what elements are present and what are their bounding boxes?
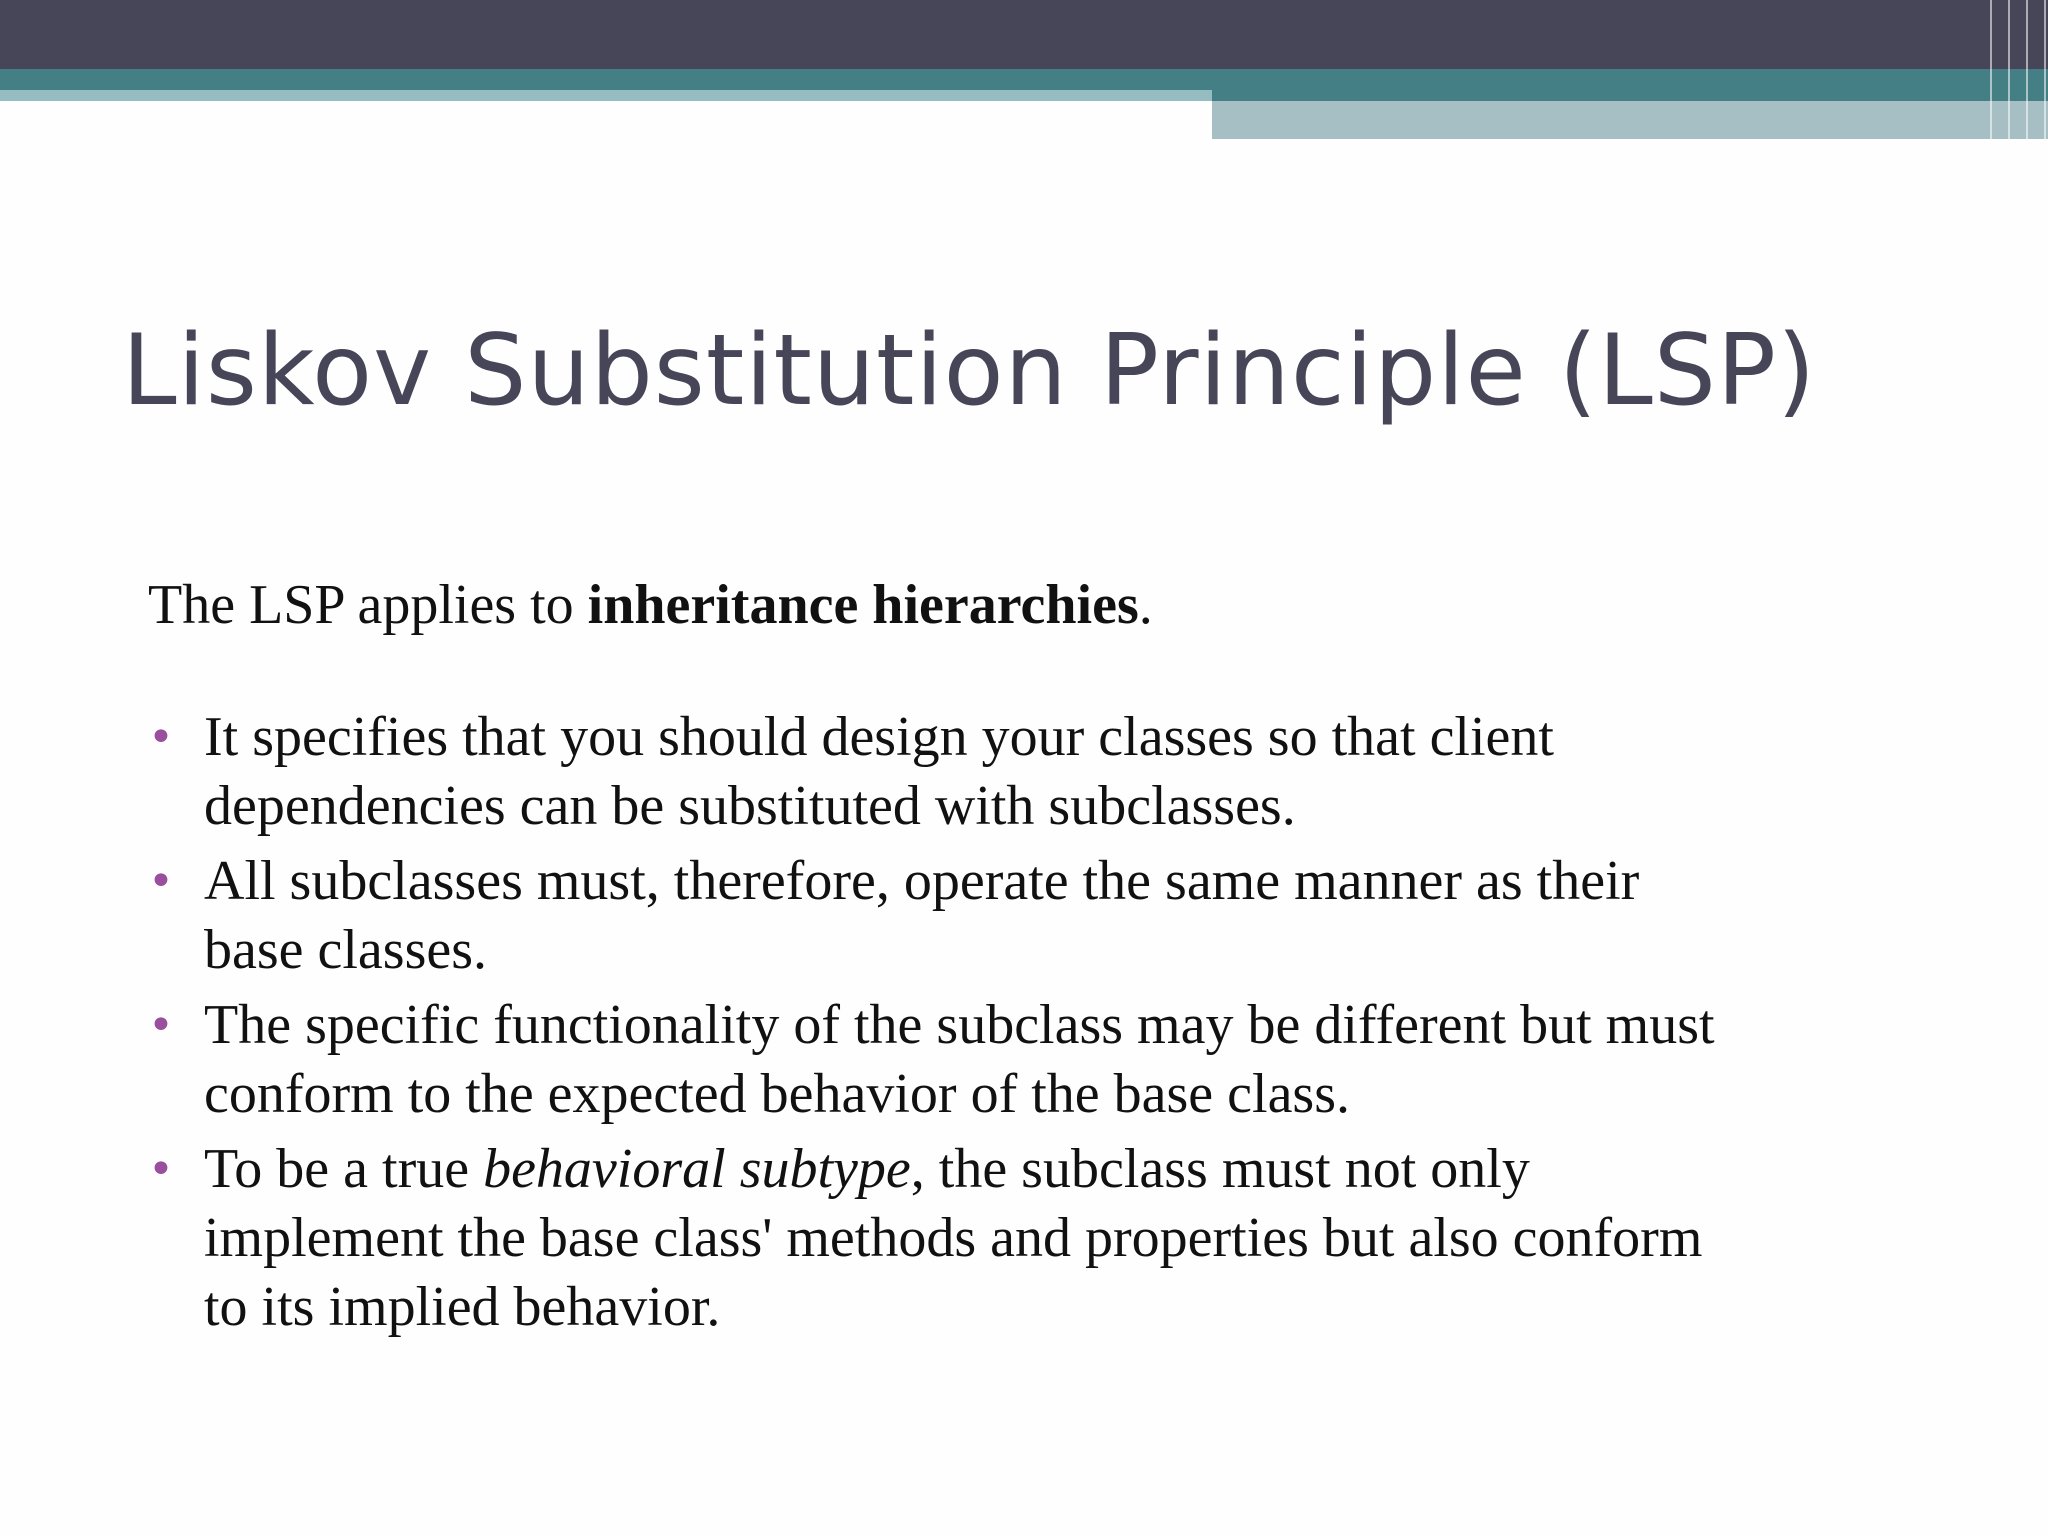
banner-edge-stripes [1982, 0, 2048, 139]
bullet-italic-term: behavioral subtype [483, 1138, 911, 1201]
bullet-text-suffix: , the subclass must not only [910, 1138, 1530, 1201]
bullet-text-line [204, 1135, 1948, 1204]
bullet-item [148, 1135, 1948, 1342]
bullet-text-line: The specific functionality of the subclass may be different but must [204, 994, 1715, 1057]
bullet-text-line: dependencies can be substituted with subclasses. [204, 775, 1296, 838]
bullet-text-line: implement the base class' methods and properties but also conform [204, 1207, 1703, 1270]
bullet-item [148, 991, 1948, 1129]
slide-body [148, 572, 1948, 1348]
bullet-text-line: conform to the expected behavior of the base class. [204, 1063, 1351, 1126]
slide-title: Liskov Substitution Principle (LSP) [122, 314, 1817, 428]
bullet-text-prefix: To be a true [204, 1138, 484, 1201]
intro-paragraph [148, 572, 1948, 639]
bullet-text-line: to its implied behavior. [204, 1276, 721, 1339]
bullet-dot-icon: • [148, 1144, 174, 1196]
bullet-dot-icon: • [148, 712, 174, 764]
intro-prefix: The LSP applies to [148, 574, 588, 636]
bullet-dot-icon: • [148, 856, 174, 908]
bullet-text-line: It specifies that you should design your classes so that client [204, 706, 1554, 769]
intro-bold-term: inheritance hierarchies [587, 574, 1139, 636]
bullet-list [148, 703, 1948, 1342]
bullet-text-line: All subclasses must, therefore, operate the same manner as their [204, 850, 1640, 913]
bullet-text-line: base classes. [204, 919, 488, 982]
top-banner-dark [0, 0, 2048, 69]
intro-suffix: . [1138, 574, 1153, 636]
bullet-item [148, 703, 1948, 841]
bullet-dot-icon: • [148, 1000, 174, 1052]
top-banner-light-right [1212, 101, 2048, 139]
top-banner-light-left [0, 90, 1212, 101]
bullet-item [148, 847, 1948, 985]
